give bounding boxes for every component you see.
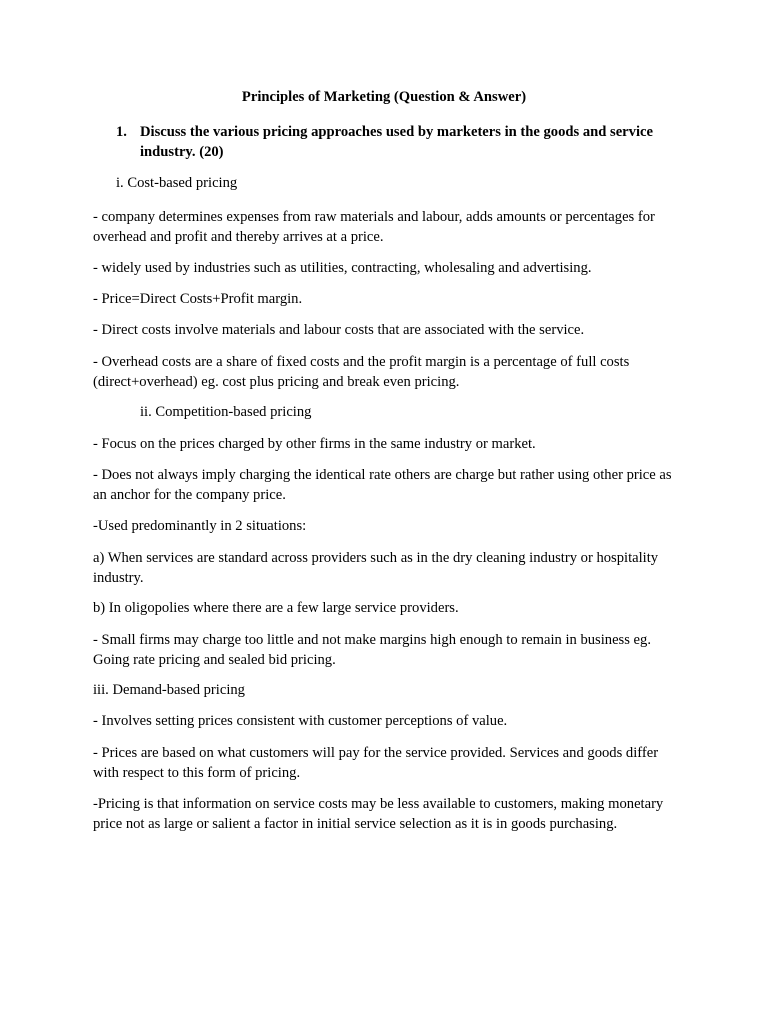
cost-based-paragraph-3: - Price=Direct Costs+Profit margin. bbox=[93, 291, 303, 307]
section-heading-demand-based: iii. Demand-based pricing bbox=[93, 682, 245, 698]
cost-based-paragraph-1: - company determines expenses from raw materials and labour, adds amounts or percentages for overhead and profit and thereby arrives at a price. bbox=[93, 209, 655, 245]
competition-based-paragraph-6: - Small firms may charge too little and not make margins high enough to remain in business eg. Going rate pricing and sealed bid pricing. bbox=[93, 632, 651, 668]
competition-based-paragraph-2: - Does not always imply charging the identical rate others are charge but rather using other price as an anchor for the company price. bbox=[93, 467, 672, 503]
question-number: 1. bbox=[116, 124, 127, 140]
demand-based-paragraph-1: - Involves setting prices consistent with customer perceptions of value. bbox=[93, 713, 508, 729]
competition-based-paragraph-4: a) When services are standard across providers such as in the dry cleaning industry or hospitality industry. bbox=[93, 550, 659, 586]
section-heading-competition-based: ii. Competition-based pricing bbox=[140, 404, 312, 420]
section-heading-cost-based: i. Cost-based pricing bbox=[116, 175, 238, 191]
question-1 bbox=[116, 123, 656, 162]
cost-based-paragraph-2: - widely used by industries such as utilities, contracting, wholesaling and advertising. bbox=[93, 260, 592, 276]
question-text: Discuss the various pricing approaches used by marketers in the goods and service industry. (20) bbox=[140, 124, 653, 160]
competition-based-paragraph-1: - Focus on the prices charged by other firms in the same industry or market. bbox=[93, 436, 536, 452]
competition-based-paragraph-3: -Used predominantly in 2 situations: bbox=[93, 518, 307, 534]
demand-based-paragraph-2: - Prices are based on what customers will pay for the service provided. Services and goods differ with respect to this form of pricing. bbox=[93, 745, 659, 781]
cost-based-paragraph-4: - Direct costs involve materials and labour costs that are associated with the service. bbox=[93, 322, 585, 338]
cost-based-paragraph-5: - Overhead costs are a share of fixed costs and the profit margin is a percentage of full costs (direct+overhead) eg. cost plus pricing and break even pricing. bbox=[93, 354, 630, 390]
document-title: Principles of Marketing (Question & Answer) bbox=[241, 89, 527, 105]
competition-based-paragraph-5: b) In oligopolies where there are a few large service providers. bbox=[93, 600, 459, 616]
demand-based-paragraph-3: -Pricing is that information on service costs may be less available to customers, making monetary price not as large or salient a factor in initial service selection as it is in goods purchasing. bbox=[93, 796, 664, 832]
